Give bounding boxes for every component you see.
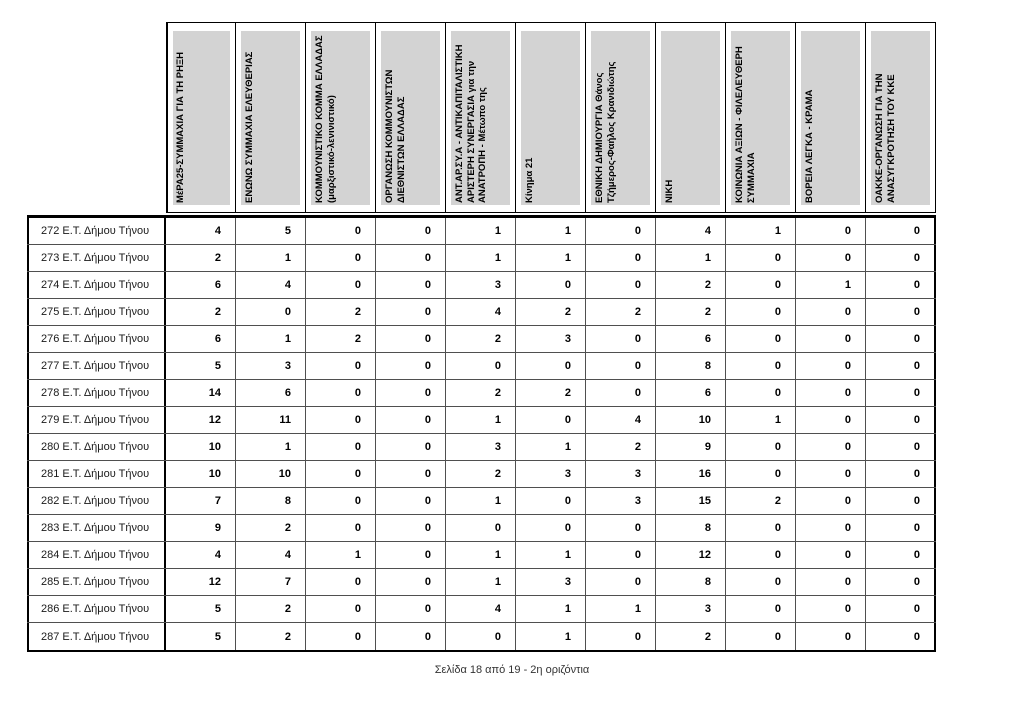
vote-count-cell: 3: [446, 272, 516, 298]
vote-count-cell: 2: [446, 461, 516, 487]
column-header-label: ΕΝΩΝΩ ΣΥΜΜΑΧΙΑ ΕΛΕΥΘΕΡΙΑΣ: [243, 51, 255, 203]
row-label: 276 Ε.Τ. Δήμου Τήνου: [27, 326, 166, 352]
vote-count-cell: 1: [446, 542, 516, 568]
vote-count-cell: 0: [586, 245, 656, 271]
vote-count-cell: 6: [166, 272, 236, 298]
column-header-cell: [236, 22, 306, 213]
vote-count-cell: 0: [236, 299, 306, 325]
vote-count-cell: 0: [796, 515, 866, 541]
vote-count-cell: 0: [376, 623, 446, 650]
vote-count-cell: 0: [376, 407, 446, 433]
vote-count-cell: 8: [656, 353, 726, 379]
vote-count-cell: 3: [516, 461, 586, 487]
table-row: [27, 407, 936, 434]
vote-count-cell: 12: [166, 407, 236, 433]
vote-count-cell: 2: [306, 299, 376, 325]
vote-count-cell: 2: [236, 596, 306, 622]
vote-count-cell: 0: [376, 596, 446, 622]
vote-count-cell: 0: [866, 515, 936, 541]
table-row: [27, 218, 936, 245]
vote-count-cell: 0: [376, 515, 446, 541]
vote-count-cell: 0: [726, 299, 796, 325]
vote-count-cell: 3: [446, 434, 516, 460]
vote-count-cell: 5: [236, 218, 306, 244]
vote-count-cell: 0: [306, 623, 376, 650]
vote-count-cell: 16: [656, 461, 726, 487]
vote-count-cell: 0: [586, 326, 656, 352]
row-label: 280 Ε.Τ. Δήμου Τήνου: [27, 434, 166, 460]
vote-count-cell: 0: [726, 461, 796, 487]
vote-count-cell: 0: [586, 272, 656, 298]
table-header-row: [166, 22, 936, 213]
vote-count-cell: 0: [306, 569, 376, 595]
row-label: 286 Ε.Τ. Δήμου Τήνου: [27, 596, 166, 622]
vote-count-cell: 4: [236, 542, 306, 568]
vote-count-cell: 7: [236, 569, 306, 595]
vote-count-cell: 0: [306, 461, 376, 487]
vote-count-cell: 14: [166, 380, 236, 406]
column-header-box: [591, 31, 650, 205]
table-row: [27, 326, 936, 353]
vote-count-cell: 1: [446, 488, 516, 514]
vote-count-cell: 0: [446, 515, 516, 541]
vote-count-cell: 1: [516, 623, 586, 650]
vote-count-cell: 1: [236, 434, 306, 460]
vote-count-cell: 5: [166, 623, 236, 650]
vote-count-cell: 8: [656, 569, 726, 595]
vote-count-cell: 1: [236, 326, 306, 352]
vote-count-cell: 0: [376, 353, 446, 379]
vote-count-cell: 0: [866, 353, 936, 379]
column-header-box: [241, 31, 300, 205]
vote-count-cell: 2: [586, 299, 656, 325]
column-header-cell: [796, 22, 866, 213]
vote-count-cell: 1: [306, 542, 376, 568]
results-table: [27, 22, 936, 652]
column-header-box: [871, 31, 930, 205]
vote-count-cell: 1: [726, 407, 796, 433]
vote-count-cell: 0: [586, 380, 656, 406]
row-label: 283 Ε.Τ. Δήμου Τήνου: [27, 515, 166, 541]
column-header-label: ΕΘΝΙΚΗ ΔΗΜΙΟΥΡΓΙΑ Θάνος Τζήμερος-Φαήλος Κρανιδιώτης: [593, 61, 617, 203]
vote-count-cell: 8: [656, 515, 726, 541]
vote-count-cell: 0: [516, 407, 586, 433]
table-row: [27, 434, 936, 461]
vote-count-cell: 0: [306, 272, 376, 298]
row-label: 281 Ε.Τ. Δήμου Τήνου: [27, 461, 166, 487]
vote-count-cell: 0: [586, 218, 656, 244]
row-label: 272 Ε.Τ. Δήμου Τήνου: [27, 218, 166, 244]
table-row: [27, 380, 936, 407]
column-header-box: [381, 31, 440, 205]
vote-count-cell: 0: [376, 272, 446, 298]
vote-count-cell: 0: [306, 380, 376, 406]
table-row: [27, 569, 936, 596]
row-label: 279 Ε.Τ. Δήμου Τήνου: [27, 407, 166, 433]
column-header-cell: [516, 22, 586, 213]
column-header-label: Κίνημα 21: [523, 157, 535, 203]
vote-count-cell: 1: [516, 542, 586, 568]
vote-count-cell: 9: [166, 515, 236, 541]
vote-count-cell: 5: [166, 596, 236, 622]
vote-count-cell: 2: [656, 272, 726, 298]
vote-count-cell: 0: [516, 353, 586, 379]
vote-count-cell: 4: [446, 596, 516, 622]
vote-count-cell: 11: [236, 407, 306, 433]
vote-count-cell: 2: [236, 515, 306, 541]
column-header-box: [521, 31, 580, 205]
vote-count-cell: 0: [726, 623, 796, 650]
page-footer: Σελίδα 18 από 19 - 2η οριζόντια: [434, 664, 590, 676]
vote-count-cell: 0: [306, 245, 376, 271]
column-header-label: ΑΝΤ.ΑΡ.ΣΥ.Α - ΑΝΤΙΚΑΠΙΤΑΛΙΣΤΙΚΗ ΑΡΙΣΤΕΡΗ ΣΥΝΕΡΓΑΣΙΑ για την ΑΝΑΤΡΟΠΗ - Μέτωπο της: [453, 44, 488, 203]
vote-count-cell: 1: [516, 434, 586, 460]
vote-count-cell: 3: [586, 488, 656, 514]
vote-count-cell: 0: [866, 245, 936, 271]
vote-count-cell: 0: [376, 380, 446, 406]
vote-count-cell: 6: [656, 380, 726, 406]
vote-count-cell: 6: [656, 326, 726, 352]
vote-count-cell: 0: [376, 461, 446, 487]
vote-count-cell: 2: [446, 326, 516, 352]
vote-count-cell: 6: [166, 326, 236, 352]
vote-count-cell: 0: [516, 272, 586, 298]
vote-count-cell: 4: [446, 299, 516, 325]
vote-count-cell: 4: [166, 542, 236, 568]
vote-count-cell: 2: [586, 434, 656, 460]
vote-count-cell: 1: [586, 596, 656, 622]
vote-count-cell: 10: [236, 461, 306, 487]
vote-count-cell: 3: [236, 353, 306, 379]
vote-count-cell: 0: [866, 380, 936, 406]
table-row: [27, 515, 936, 542]
vote-count-cell: 2: [166, 299, 236, 325]
column-header-box: [661, 31, 720, 205]
row-label: 282 Ε.Τ. Δήμου Τήνου: [27, 488, 166, 514]
column-header-box: [801, 31, 860, 205]
vote-count-cell: 0: [586, 542, 656, 568]
vote-count-cell: 0: [726, 434, 796, 460]
column-header-label: ΝΙΚΗ: [663, 179, 675, 203]
vote-count-cell: 1: [516, 245, 586, 271]
vote-count-cell: 3: [656, 596, 726, 622]
vote-count-cell: 2: [726, 488, 796, 514]
vote-count-cell: 0: [796, 407, 866, 433]
row-label: 278 Ε.Τ. Δήμου Τήνου: [27, 380, 166, 406]
vote-count-cell: 0: [726, 272, 796, 298]
vote-count-cell: 0: [796, 623, 866, 650]
vote-count-cell: 10: [656, 407, 726, 433]
vote-count-cell: 0: [306, 596, 376, 622]
vote-count-cell: 0: [866, 461, 936, 487]
vote-count-cell: 0: [866, 569, 936, 595]
column-header-box: [451, 31, 510, 205]
vote-count-cell: 4: [656, 218, 726, 244]
vote-count-cell: 0: [726, 380, 796, 406]
vote-count-cell: 12: [656, 542, 726, 568]
vote-count-cell: 1: [516, 596, 586, 622]
vote-count-cell: 0: [866, 488, 936, 514]
vote-count-cell: 0: [796, 326, 866, 352]
vote-count-cell: 0: [866, 407, 936, 433]
vote-count-cell: 1: [796, 272, 866, 298]
vote-count-cell: 0: [376, 434, 446, 460]
vote-count-cell: 1: [446, 245, 516, 271]
row-label: 284 Ε.Τ. Δήμου Τήνου: [27, 542, 166, 568]
row-label: 273 Ε.Τ. Δήμου Τήνου: [27, 245, 166, 271]
vote-count-cell: 0: [796, 218, 866, 244]
vote-count-cell: 0: [446, 353, 516, 379]
vote-count-cell: 3: [516, 326, 586, 352]
row-label: 275 Ε.Τ. Δήμου Τήνου: [27, 299, 166, 325]
column-header-cell: [726, 22, 796, 213]
vote-count-cell: 0: [726, 542, 796, 568]
table-row: [27, 245, 936, 272]
column-header-cell: [446, 22, 516, 213]
vote-count-cell: 0: [446, 623, 516, 650]
table-body: [27, 215, 936, 652]
vote-count-cell: 10: [166, 461, 236, 487]
vote-count-cell: 0: [796, 488, 866, 514]
vote-count-cell: 0: [306, 353, 376, 379]
table-row: [27, 353, 936, 380]
table-row: [27, 272, 936, 299]
vote-count-cell: 0: [376, 488, 446, 514]
vote-count-cell: 0: [796, 353, 866, 379]
vote-count-cell: 0: [586, 569, 656, 595]
vote-count-cell: 3: [586, 461, 656, 487]
vote-count-cell: 2: [656, 623, 726, 650]
vote-count-cell: 1: [656, 245, 726, 271]
vote-count-cell: 0: [376, 218, 446, 244]
vote-count-cell: 0: [796, 461, 866, 487]
vote-count-cell: 5: [166, 353, 236, 379]
vote-count-cell: 0: [376, 569, 446, 595]
row-label: 287 Ε.Τ. Δήμου Τήνου: [27, 623, 166, 650]
vote-count-cell: 0: [796, 380, 866, 406]
vote-count-cell: 0: [726, 569, 796, 595]
vote-count-cell: 3: [516, 569, 586, 595]
vote-count-cell: 4: [236, 272, 306, 298]
column-header-box: [173, 31, 230, 205]
vote-count-cell: 0: [376, 542, 446, 568]
vote-count-cell: 0: [586, 515, 656, 541]
vote-count-cell: 15: [656, 488, 726, 514]
vote-count-cell: 2: [656, 299, 726, 325]
vote-count-cell: 2: [166, 245, 236, 271]
vote-count-cell: 0: [726, 245, 796, 271]
vote-count-cell: 0: [726, 353, 796, 379]
vote-count-cell: 0: [376, 326, 446, 352]
vote-count-cell: 0: [866, 272, 936, 298]
vote-count-cell: 12: [166, 569, 236, 595]
vote-count-cell: 4: [586, 407, 656, 433]
column-header-box: [311, 31, 370, 205]
vote-count-cell: 4: [166, 218, 236, 244]
vote-count-cell: 0: [796, 434, 866, 460]
vote-count-cell: 0: [796, 245, 866, 271]
column-header-cell: [166, 22, 236, 213]
column-header-label: ΚΟΙΝΩΝΙΑ ΑΞΙΩΝ - ΦΙΛΕΛΕΥΘΕΡΗ ΣΥΜΜΑΧΙΑ: [733, 46, 757, 203]
vote-count-cell: 0: [866, 623, 936, 650]
vote-count-cell: 2: [516, 380, 586, 406]
vote-count-cell: 0: [306, 407, 376, 433]
vote-count-cell: 8: [236, 488, 306, 514]
vote-count-cell: 0: [866, 542, 936, 568]
vote-count-cell: 1: [446, 407, 516, 433]
table-row: [27, 623, 936, 650]
column-header-label: ΟΑΚΚΕ-ΟΡΓΑΝΩΣΗ ΓΙΑ ΤΗΝ ΑΝΑΣΥΓΚΡΟΤΗΣΗ ΤΟΥ ΚΚΕ: [873, 73, 897, 203]
vote-count-cell: 1: [236, 245, 306, 271]
vote-count-cell: 0: [726, 515, 796, 541]
column-header-label: ΒΟΡΕΙΑ ΛΕΓΚΑ - ΚΡΑΜΑ: [803, 89, 815, 203]
vote-count-cell: 1: [516, 218, 586, 244]
vote-count-cell: 0: [306, 218, 376, 244]
vote-count-cell: 9: [656, 434, 726, 460]
vote-count-cell: 0: [586, 353, 656, 379]
column-header-cell: [306, 22, 376, 213]
vote-count-cell: 0: [726, 596, 796, 622]
vote-count-cell: 0: [866, 299, 936, 325]
row-label: 285 Ε.Τ. Δήμου Τήνου: [27, 569, 166, 595]
column-header-cell: [656, 22, 726, 213]
vote-count-cell: 0: [866, 434, 936, 460]
row-label: 274 Ε.Τ. Δήμου Τήνου: [27, 272, 166, 298]
vote-count-cell: 0: [516, 488, 586, 514]
table-row: [27, 461, 936, 488]
vote-count-cell: 0: [376, 245, 446, 271]
vote-count-cell: 0: [796, 299, 866, 325]
vote-count-cell: 0: [796, 569, 866, 595]
vote-count-cell: 0: [306, 515, 376, 541]
vote-count-cell: 2: [446, 380, 516, 406]
vote-count-cell: 0: [866, 596, 936, 622]
vote-count-cell: 0: [376, 299, 446, 325]
row-label: 277 Ε.Τ. Δήμου Τήνου: [27, 353, 166, 379]
vote-count-cell: 0: [866, 326, 936, 352]
table-row: [27, 596, 936, 623]
vote-count-cell: 10: [166, 434, 236, 460]
vote-count-cell: 2: [306, 326, 376, 352]
column-header-label: ΜέΡΑ25-ΣΥΜΜΑΧΙΑ ΓΙΑ ΤΗ ΡΗΞΗ: [174, 52, 186, 203]
vote-count-cell: 1: [446, 218, 516, 244]
vote-count-cell: 0: [796, 542, 866, 568]
vote-count-cell: 1: [726, 218, 796, 244]
vote-count-cell: 0: [306, 434, 376, 460]
vote-count-cell: 2: [236, 623, 306, 650]
column-header-cell: [376, 22, 446, 213]
column-header-box: [731, 31, 790, 205]
vote-count-cell: 7: [166, 488, 236, 514]
vote-count-cell: 6: [236, 380, 306, 406]
table-row: [27, 299, 936, 326]
vote-count-cell: 0: [796, 596, 866, 622]
column-header-cell: [586, 22, 656, 213]
column-header-cell: [866, 22, 936, 213]
vote-count-cell: 0: [306, 488, 376, 514]
vote-count-cell: 0: [516, 515, 586, 541]
vote-count-cell: 0: [726, 326, 796, 352]
table-row: [27, 542, 936, 569]
vote-count-cell: 0: [866, 218, 936, 244]
vote-count-cell: 0: [586, 623, 656, 650]
column-header-label: ΟΡΓΑΝΩΣΗ ΚΟΜΜΟΥΝΙΣΤΩΝ ΔΙΕΘΝΙΣΤΩΝ ΕΛΛΑΔΑΣ: [383, 69, 407, 203]
vote-count-cell: 2: [516, 299, 586, 325]
table-row: [27, 488, 936, 515]
vote-count-cell: 1: [446, 569, 516, 595]
column-header-label: ΚΟΜΜΟΥΝΙΣΤΙΚΟ ΚΟΜΜΑ ΕΛΛΑΔΑΣ (μαρξιστικό-λενινιστικό): [313, 35, 337, 203]
